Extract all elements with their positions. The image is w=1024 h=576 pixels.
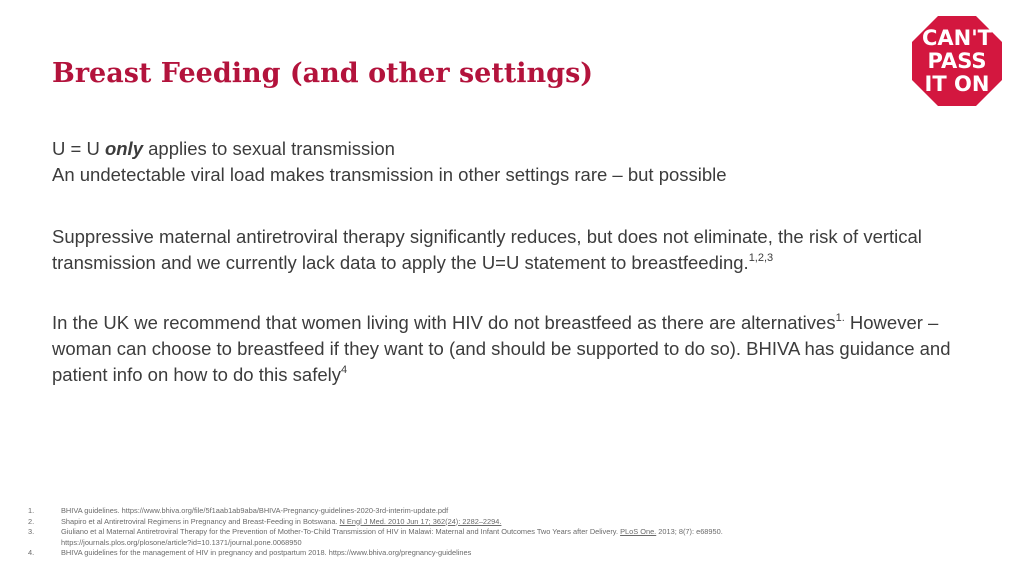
reference-item bbox=[28, 527, 928, 548]
reference-link[interactable]: PLoS One. bbox=[620, 527, 657, 536]
cant-pass-it-on-logo bbox=[912, 16, 1002, 106]
reference-text: BHIVA guidelines. bbox=[61, 506, 122, 515]
reference-number: 4. bbox=[28, 548, 35, 557]
paragraph-uu bbox=[52, 136, 972, 162]
reference-item bbox=[28, 506, 928, 517]
reference-link[interactable]: https://www.bhiva.org/file/5f1aab1ab9aba/BHIVA-Pregnancy-guidelines-2020-3rd-interim-update.pdf bbox=[121, 506, 449, 515]
uk-text-2: However – woman can choose to breastfeed if they want to (and should be supported to do so). BHIVA has guidance and patient info on how to do this safely bbox=[52, 312, 951, 385]
reference-text: Giuliano et al Maternal Antiretroviral Therapy for the Prevention of Mother-To-Child Transmission of HIV in Malawi: Maternal and Infant Outcomes Two Years after Delivery. bbox=[61, 527, 621, 536]
paragraph-undetectable: An undetectable viral load makes transmission in other settings rare – but possible bbox=[52, 164, 727, 185]
uu-suffix: applies to sexual transmission bbox=[142, 138, 395, 159]
uu-prefix: U = U bbox=[52, 138, 105, 159]
citation-sup: 1,2,3 bbox=[748, 252, 774, 264]
reference-number: 1. bbox=[28, 506, 35, 515]
reference-link[interactable]: https://journals.plos.org/plosone/article?id=10.1371/journal.pone.0068950 bbox=[61, 537, 302, 547]
reference-item bbox=[28, 548, 928, 559]
reference-item bbox=[28, 517, 928, 528]
paragraph-uk-recommendation bbox=[52, 310, 972, 388]
reference-text: Shapiro et al Antiretroviral Regimens in Pregnancy and Breast-Feeding in Botswana. bbox=[61, 516, 340, 526]
reference-text: 2013; 8(7): e68950. bbox=[656, 527, 723, 536]
paragraph-suppressive-therapy bbox=[52, 224, 972, 276]
logo-line-1: CAN'T bbox=[922, 26, 992, 50]
slide-body bbox=[52, 136, 972, 388]
logo-line-2: PASS bbox=[927, 49, 987, 73]
suppressive-text: Suppressive maternal antiretroviral therapy significantly reduces, but does not eliminate, the risk of vertical transmission and we currently lack data to apply the U=U statement to breastfeeding. bbox=[52, 226, 922, 273]
citation-sup: 1. bbox=[835, 312, 845, 324]
citation-sup: 4 bbox=[341, 364, 348, 376]
logo-line-3: IT ON bbox=[924, 72, 990, 96]
uk-text-1: In the UK we recommend that women living with HIV do not breastfeed as there are alternatives bbox=[52, 312, 836, 333]
references-list bbox=[28, 506, 928, 559]
only-emphasis: only bbox=[104, 138, 143, 159]
reference-text: BHIVA guidelines for the management of HIV in pregnancy and postpartum 2018. https://www.bhiva.org/pregnancy-guidelines bbox=[61, 548, 472, 557]
reference-number: 2. bbox=[28, 516, 35, 526]
reference-link[interactable]: N Engl J Med. 2010 Jun 17; 362(24): 2282–2294. bbox=[339, 516, 502, 526]
reference-number: 3. bbox=[28, 527, 35, 536]
slide-title: Breast Feeding (and other settings) bbox=[52, 58, 594, 89]
